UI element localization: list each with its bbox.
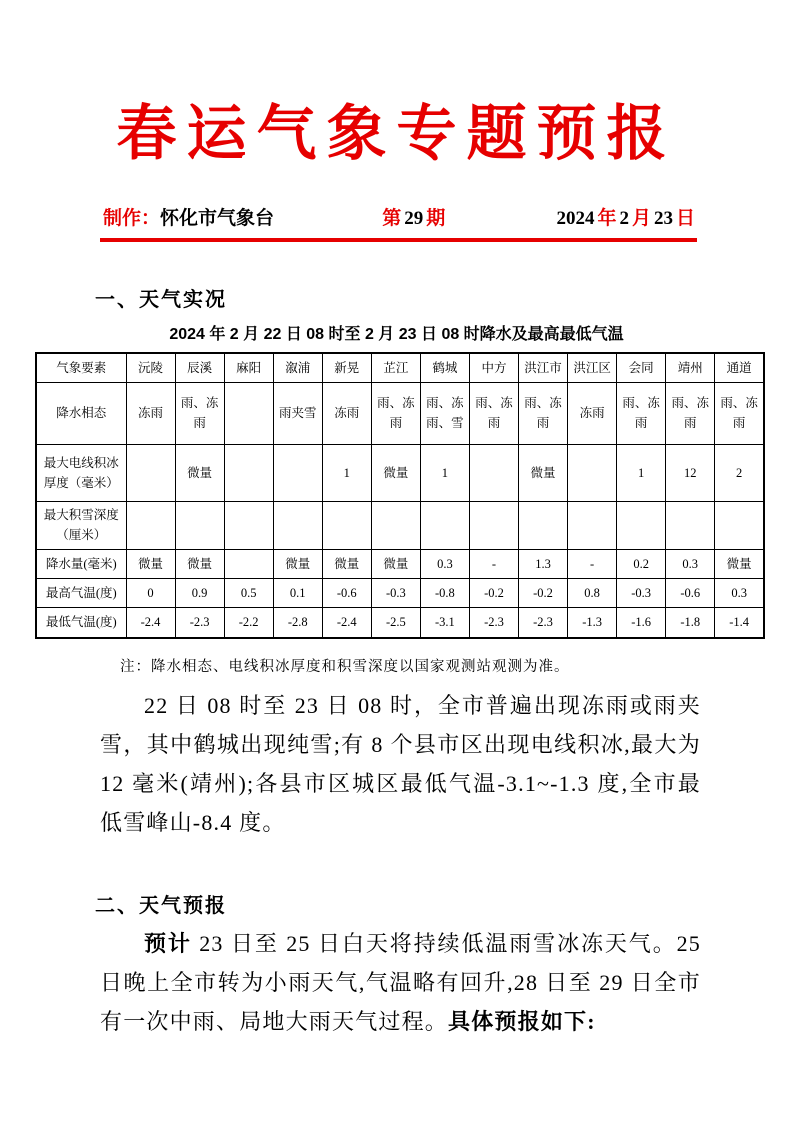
table-cell: 0.3: [715, 578, 764, 607]
date-day: 23: [653, 208, 673, 229]
date-month: 2: [619, 208, 629, 229]
table-cell: 雨、冻雨: [175, 382, 224, 444]
table-cell: [568, 501, 617, 549]
producer: [103, 203, 274, 230]
section1-heading: 一、天气实况: [95, 289, 227, 311]
table-cell: -0.2: [519, 578, 568, 607]
table-cell: [715, 501, 764, 549]
table-cell: -: [568, 549, 617, 578]
table-header-cell: 中方: [469, 353, 518, 382]
table-cell: [126, 501, 175, 549]
table-cell: [666, 501, 715, 549]
table-cell: [568, 444, 617, 501]
table-cell: [224, 549, 273, 578]
table-header-cell: 靖州: [666, 353, 715, 382]
table-cell: [371, 501, 420, 549]
table-cell: 1: [322, 444, 371, 501]
table-cell: 雨、冻雨: [469, 382, 518, 444]
date-day-unit: 日: [675, 208, 695, 229]
table-cell: 0.1: [273, 578, 322, 607]
row-label: 最大电线积冰厚度（毫米）: [36, 444, 126, 501]
table-cell: -: [469, 549, 518, 578]
table-cell: [322, 501, 371, 549]
table-cell: -2.2: [224, 607, 273, 638]
table-cell: 微量: [175, 549, 224, 578]
table-cell: [469, 444, 518, 501]
table-cell: 1: [617, 444, 666, 501]
weather-table-title: 2024 年 2 月 22 日 08 时至 2 月 23 日 08 时降水及最高最低气温: [169, 326, 624, 343]
issue-number: [382, 203, 445, 230]
table-cell: 0.3: [666, 549, 715, 578]
table-cell: 微量: [519, 444, 568, 501]
table-cell: 微量: [371, 549, 420, 578]
weather-summary-paragraph: 22 日 08 时至 23 日 08 时，全市普遍出现冻雨或雨夹雪，其中鹤城出现纯雪;有 8 个县市区出现电线积冰,最大为 12 毫米(靖州);各县市区城区最低气温-3.1~-1.3 度,全市最低雪峰山-8.4 度。: [100, 693, 701, 835]
forecast-body-text: 23 日至 25 日白天将持续低温雨雪冰冻天气。25 日晚上全市转为小雨天气,气温略有回升,28 日至 29 日全市有一次中雨、局地大雨天气过程。: [100, 931, 701, 1034]
row-label: 最低气温(度): [36, 607, 126, 638]
issue-value: 29: [404, 208, 424, 229]
table-cell: [224, 501, 273, 549]
table-cell: 微量: [273, 549, 322, 578]
producer-label: 制作：: [103, 208, 161, 229]
table-cell: 0.5: [224, 578, 273, 607]
table-cell: -2.3: [175, 607, 224, 638]
row-label: 最高气温(度): [36, 578, 126, 607]
table-cell: 冻雨: [568, 382, 617, 444]
header-divider: [100, 238, 697, 242]
table-cell: -2.5: [371, 607, 420, 638]
table-cell: -2.3: [519, 607, 568, 638]
table-cell: 微量: [126, 549, 175, 578]
table-cell: 2: [715, 444, 764, 501]
table-cell: -1.3: [568, 607, 617, 638]
table-cell: [224, 382, 273, 444]
forecast-tail-bold: 具体预报如下:: [448, 1009, 596, 1034]
table-cell: 微量: [715, 549, 764, 578]
table-cell: 0: [126, 578, 175, 607]
table-header-cell: 洪江市: [519, 353, 568, 382]
table-header-cell: 新晃: [322, 353, 371, 382]
table-header-cell: 洪江区: [568, 353, 617, 382]
row-label: 降水相态: [36, 382, 126, 444]
table-header-row: [36, 353, 764, 382]
table-cell: -0.6: [322, 578, 371, 607]
table-cell: 0.2: [617, 549, 666, 578]
table-cell: -1.4: [715, 607, 764, 638]
table-header-cell: 会同: [617, 353, 666, 382]
table-cell: -2.3: [469, 607, 518, 638]
table-cell: 0.3: [420, 549, 469, 578]
table-cell: -0.2: [469, 578, 518, 607]
table-cell: [273, 501, 322, 549]
page-title: 春运气象专题预报: [116, 101, 677, 167]
table-cell: 微量: [322, 549, 371, 578]
table-cell: 雨、冻雨: [519, 382, 568, 444]
date-year-unit: 年: [597, 208, 617, 229]
table-row: [36, 501, 764, 549]
forecast-paragraph: [100, 924, 701, 1041]
table-cell: [273, 444, 322, 501]
producer-name: 怀化市气象台: [160, 208, 275, 229]
table-cell: 雨夹雪: [273, 382, 322, 444]
table-cell: -2.4: [126, 607, 175, 638]
table-cell: 0.8: [568, 578, 617, 607]
table-header-cell: 溆浦: [273, 353, 322, 382]
weather-observation-table: [35, 352, 765, 639]
table-cell: [617, 501, 666, 549]
table-header-cell: 气象要素: [36, 353, 126, 382]
table-cell: -0.3: [371, 578, 420, 607]
table-header-cell: 芷江: [371, 353, 420, 382]
table-row: [36, 607, 764, 638]
table-cell: 0.9: [175, 578, 224, 607]
table-header-cell: 辰溪: [175, 353, 224, 382]
section2-heading: 二、天气预报: [95, 895, 227, 917]
table-cell: -1.6: [617, 607, 666, 638]
table-cell: -2.8: [273, 607, 322, 638]
table-header-cell: 通道: [715, 353, 764, 382]
table-cell: 冻雨: [126, 382, 175, 444]
table-note: 注：降水相态、电线积冰厚度和积雪深度以国家观测站观测为准。: [120, 659, 570, 675]
table-header-cell: 麻阳: [224, 353, 273, 382]
row-label: 降水量(毫米): [36, 549, 126, 578]
issue-prefix: 第: [382, 208, 402, 229]
date-year: 2024: [556, 208, 595, 229]
table-cell: -1.8: [666, 607, 715, 638]
table-cell: -2.4: [322, 607, 371, 638]
table-cell: 微量: [175, 444, 224, 501]
date-month-unit: 月: [631, 208, 651, 229]
table-cell: [420, 501, 469, 549]
table-row: [36, 444, 764, 501]
table-cell: [175, 501, 224, 549]
table-cell: 雨、冻雨、雪: [420, 382, 469, 444]
table-cell: 微量: [371, 444, 420, 501]
table-cell: 1: [420, 444, 469, 501]
table-cell: 雨、冻雨: [715, 382, 764, 444]
table-cell: 雨、冻雨: [371, 382, 420, 444]
forecast-lead-bold: 预计: [144, 931, 192, 956]
table-cell: [126, 444, 175, 501]
table-cell: [224, 444, 273, 501]
table-cell: 冻雨: [322, 382, 371, 444]
table-header-cell: 鹤城: [420, 353, 469, 382]
table-cell: -0.6: [666, 578, 715, 607]
table-row: [36, 382, 764, 444]
table-cell: -0.8: [420, 578, 469, 607]
table-cell: 1.3: [519, 549, 568, 578]
weather-table-body: [36, 353, 764, 638]
table-cell: 雨、冻雨: [617, 382, 666, 444]
table-cell: -3.1: [420, 607, 469, 638]
issue-date: [553, 203, 695, 230]
masthead-info: [103, 203, 695, 230]
table-header-cell: 沅陵: [126, 353, 175, 382]
table-cell: [519, 501, 568, 549]
table-cell: [469, 501, 518, 549]
table-cell: 雨、冻雨: [666, 382, 715, 444]
table-cell: 12: [666, 444, 715, 501]
table-row: [36, 549, 764, 578]
issue-suffix: 期: [426, 208, 446, 229]
table-row: [36, 578, 764, 607]
row-label: 最大积雪深度（厘米）: [36, 501, 126, 549]
table-cell: -0.3: [617, 578, 666, 607]
